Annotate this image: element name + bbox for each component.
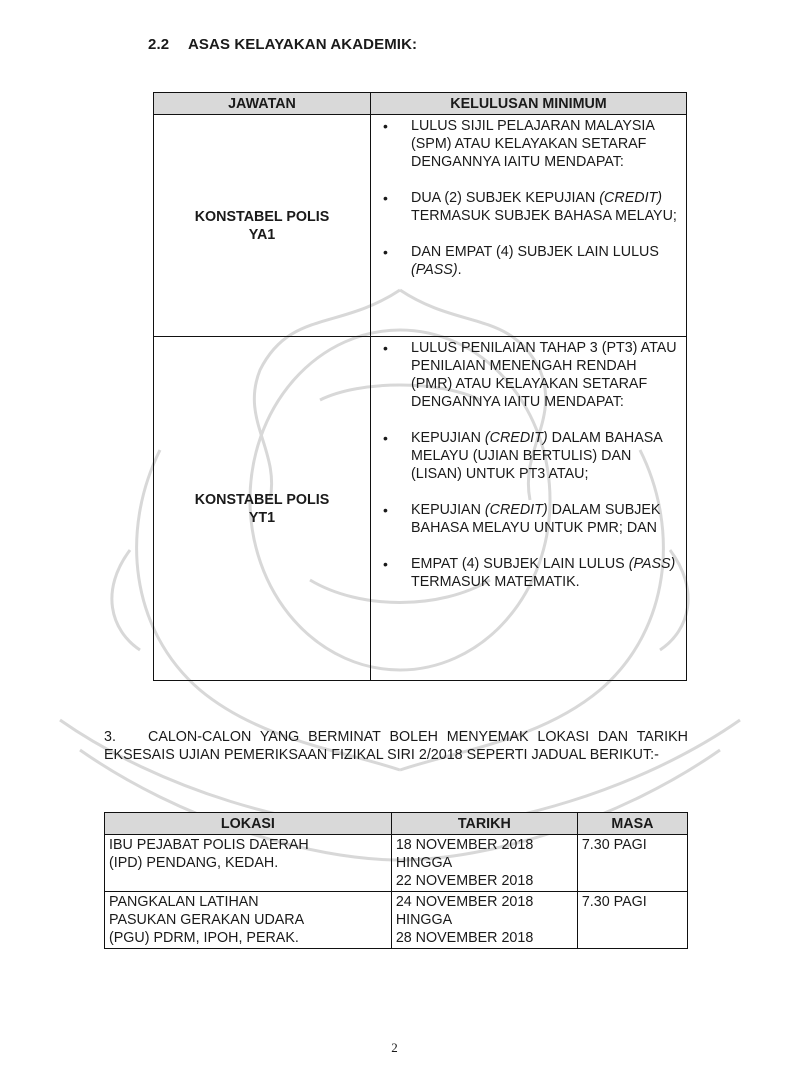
date-cell: 18 NOVEMBER 2018 HINGGA 22 NOVEMBER 2018 [391,835,577,892]
requirement-cell [371,337,687,681]
requirement-item: • KEPUJIAN (CREDIT) DALAM BAHASA MELAYU (UJIAN BERTULIS) DAN (LISAN) UNTUK PT3 ATAU; [379,429,680,483]
requirement-item: • LULUS PENILAIAN TAHAP 3 (PT3) ATAU PENILAIAN MENENGAH RENDAH (PMR) ATAU KELAYAKAN SETARAF DENGANNYA IAITU MENDAPAT: [379,339,680,411]
time-cell: 7.30 PAGI [577,892,687,949]
time-cell: 7.30 PAGI [577,835,687,892]
location-cell: PANGKALAN LATIHAN PASUKAN GERAKAN UDARA (PGU) PDRM, IPOH, PERAK. [105,892,392,949]
requirement-list [379,117,680,279]
position-grade: YT1 [248,509,276,526]
header-masa: MASA [577,813,687,835]
paragraph-number: 3. [104,729,116,745]
table-row [105,892,688,949]
location-cell: IBU PEJABAT POLIS DAERAH (IPD) PENDANG, KEDAH. [105,835,392,892]
schedule-table [104,812,688,949]
requirement-cell [371,115,687,337]
section-heading [148,36,417,53]
header-lokasi: LOKASI [105,813,392,835]
paragraph-text: CALON-CALON YANG BERMINAT BOLEH MENYEMAK LOKASI DAN TARIKH EKSESAIS UJIAN PEMERIKSAAN FIZIKAL SIRI 2/2018 SEPERTI JADUAL BERIKUT:- [104,729,688,763]
paragraph-3 [104,728,688,764]
header-jawatan: JAWATAN [154,93,371,115]
qualification-table [153,92,687,681]
position-cell [154,337,371,681]
requirement-item: • DAN EMPAT (4) SUBJEK LAIN LULUS (PASS). [379,243,680,279]
qualification-row-ya1 [154,115,687,337]
section-title: ASAS KELAYAKAN AKADEMIK: [188,36,418,53]
requirement-item: • KEPUJIAN (CREDIT) DALAM SUBJEK BAHASA MELAYU UNTUK PMR; DAN [379,501,680,537]
requirement-item: • DUA (2) SUBJEK KEPUJIAN (CREDIT) TERMASUK SUBJEK BAHASA MELAYU; [379,189,680,225]
schedule-header-row [105,813,688,835]
position-name: KONSTABEL POLIS [194,491,330,508]
qualification-row-yt1 [154,337,687,681]
position-grade: YA1 [248,226,276,243]
page-number: 2 [391,1040,398,1055]
requirement-item: • EMPAT (4) SUBJEK LAIN LULUS (PASS) TERMASUK MATEMATIK. [379,555,680,591]
table-row [105,835,688,892]
header-kelulusan-minimum: KELULUSAN MINIMUM [371,93,687,115]
requirement-item: • LULUS SIJIL PELAJARAN MALAYSIA (SPM) ATAU KELAYAKAN SETARAF DENGANNYA IAITU MENDAPAT: [379,117,680,171]
date-cell: 24 NOVEMBER 2018 HINGGA 28 NOVEMBER 2018 [391,892,577,949]
position-cell [154,115,371,337]
section-number: 2.2 [148,36,170,53]
position-name: KONSTABEL POLIS [194,208,330,225]
requirement-list [379,339,680,591]
header-tarikh: TARIKH [391,813,577,835]
qualification-header-row [154,93,687,115]
